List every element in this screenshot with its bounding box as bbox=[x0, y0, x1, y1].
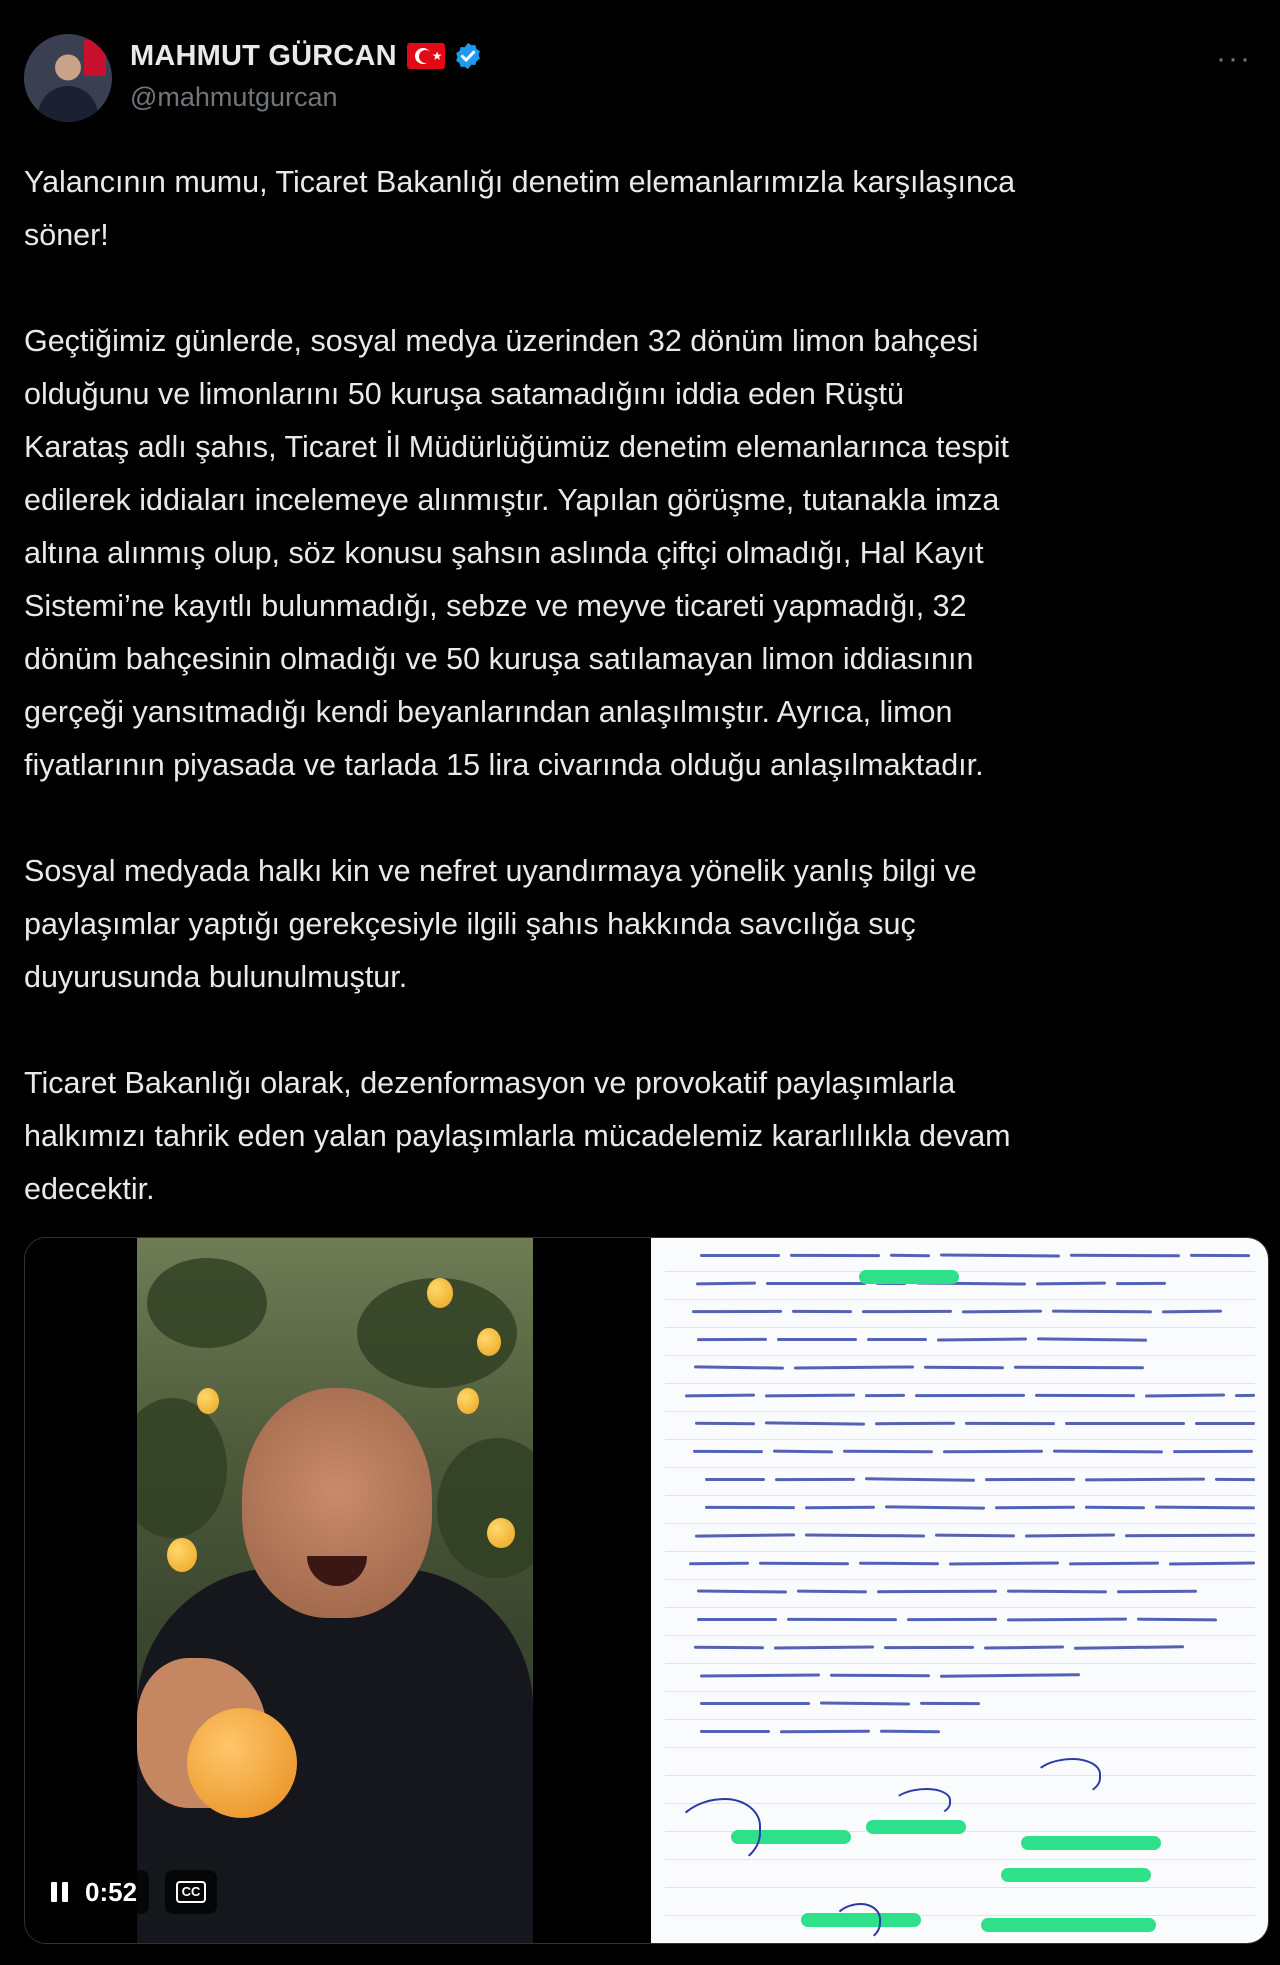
document-line bbox=[665, 1748, 1255, 1776]
redaction-mark bbox=[1001, 1868, 1151, 1882]
display-name[interactable]: MAHMUT GÜRCAN bbox=[130, 39, 397, 72]
redaction-mark bbox=[859, 1270, 959, 1284]
document-line bbox=[665, 1552, 1255, 1580]
avatar-flag bbox=[84, 40, 106, 76]
tweet-paragraph: Geçtiğimiz günlerde, sosyal medya üzerinden 32 dönüm limon bahçesi olduğunu ve limonlarını 50 kuruşa satamadığını iddia eden Rüştü Karataş adlı şahıs, Ticaret İl Müdürlüğümüz denetim elemanlarınca tespit edilerek iddiaları incelemeye alınmıştır. Yapılan görüşme, tutanakla imza altına alınmış olup, söz konusu şahsın aslında çiftçi olmadığı, Hal Kayıt Sistemi’ne kayıtlı bulunmadığı, sebze ve meyve ticareti yapmadığı, 32 dönüm bahçesinin olmadığı ve 50 kuruşa satılamayan limon iddiasının gerçeği yansıtmadığı kendi beyanlarından anlaşılmıştır. Ayrıca, limon fiyatlarının piyasada ve tarlada 15 lira civarında olduğu anlaşılmaktadır. bbox=[24, 324, 1009, 782]
document-line bbox=[665, 1692, 1255, 1720]
orange-fruit bbox=[187, 1708, 297, 1818]
verified-badge-icon[interactable] bbox=[453, 41, 483, 71]
document-line bbox=[665, 1888, 1255, 1916]
turkey-flag-icon: ★ bbox=[407, 43, 445, 69]
handwritten-report-image[interactable] bbox=[651, 1238, 1269, 1944]
display-name-row bbox=[130, 36, 483, 76]
document-line bbox=[665, 1384, 1255, 1412]
document-line bbox=[665, 1300, 1255, 1328]
captions-icon: CC bbox=[176, 1881, 207, 1903]
redaction-mark bbox=[1021, 1836, 1161, 1850]
tweet-header bbox=[24, 34, 1256, 124]
document-line bbox=[665, 1328, 1255, 1356]
author-names bbox=[130, 36, 483, 113]
document-line bbox=[665, 1272, 1255, 1300]
document-line bbox=[665, 1440, 1255, 1468]
document-line bbox=[665, 1468, 1255, 1496]
redaction-mark bbox=[981, 1918, 1156, 1932]
handle[interactable]: @mahmutgurcan bbox=[130, 82, 338, 112]
captions-button[interactable] bbox=[165, 1870, 217, 1914]
document-line bbox=[665, 1608, 1255, 1636]
video-player[interactable] bbox=[25, 1238, 535, 1944]
document-line bbox=[665, 1860, 1255, 1888]
document-line bbox=[665, 1636, 1255, 1664]
avatar-suit bbox=[38, 86, 98, 122]
document-line bbox=[665, 1412, 1255, 1440]
document-line bbox=[665, 1244, 1255, 1272]
document-line bbox=[665, 1776, 1255, 1804]
document-line bbox=[665, 1720, 1255, 1748]
tweet-paragraph: Yalancının mumu, Ticaret Bakanlığı denetim elemanlarımızla karşılaşınca söner! bbox=[24, 165, 1016, 252]
document-line bbox=[665, 1524, 1255, 1552]
document-line bbox=[665, 1496, 1255, 1524]
play-pause-button[interactable] bbox=[39, 1870, 149, 1914]
document-line bbox=[665, 1664, 1255, 1692]
tweet-text bbox=[24, 156, 1264, 1216]
pause-icon bbox=[51, 1882, 71, 1902]
tweet-paragraph: Ticaret Bakanlığı olarak, dezenformasyon ve provokatif paylaşımlarla halkımızı tahrik eden yalan paylaşımlarla mücadelemiz kararlılıkla devam edecektir. bbox=[24, 1066, 1011, 1206]
redaction-mark bbox=[866, 1820, 966, 1834]
video-time: 0:52 bbox=[85, 1876, 138, 1907]
document-line bbox=[665, 1580, 1255, 1608]
more-options-icon[interactable]: ··· bbox=[1216, 42, 1252, 75]
tweet-paragraph: Sosyal medyada halkı kin ve nefret uyandırmaya yönelik yanlış bilgi ve paylaşımlar yaptığı gerekçesiyle ilgili şahıs hakkında savcılığa suç duyurusunda bulunulmuştur. bbox=[24, 854, 977, 994]
avatar[interactable] bbox=[24, 34, 112, 122]
video-frame[interactable] bbox=[137, 1238, 533, 1944]
document-line bbox=[665, 1356, 1255, 1384]
media-container bbox=[24, 1237, 1269, 1944]
video-controls bbox=[39, 1870, 217, 1914]
